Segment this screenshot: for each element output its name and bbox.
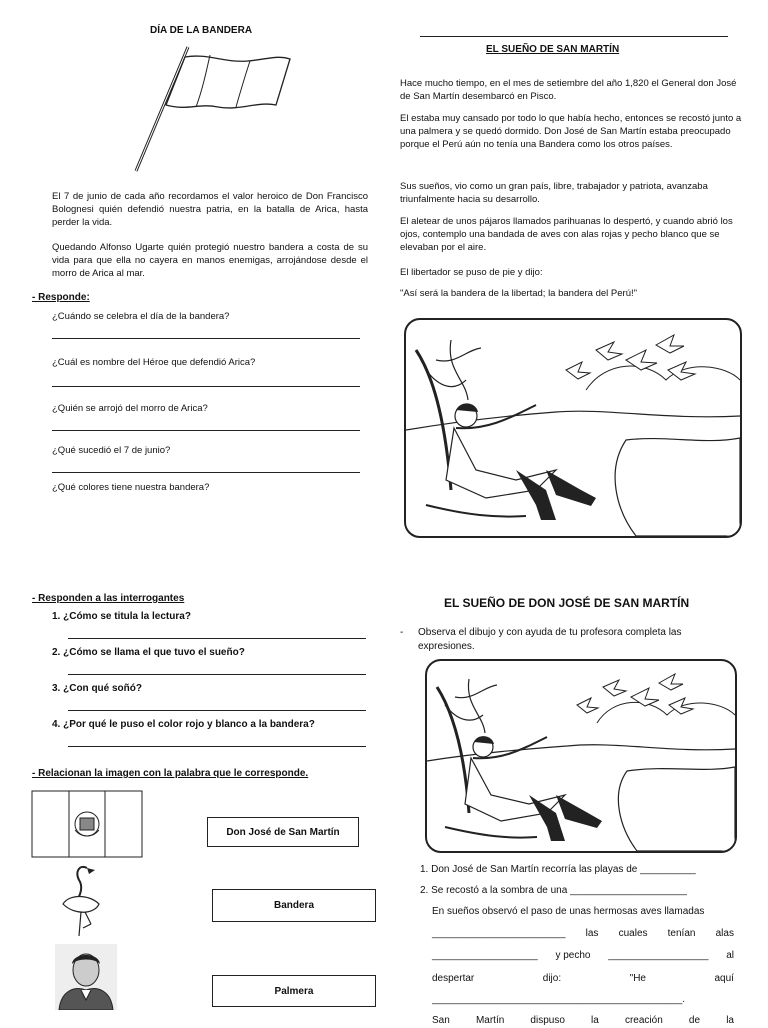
answer-line-1[interactable] [52,338,360,339]
fill-blank-7[interactable]: _____________________________________________. [432,994,686,1005]
word-he: "He [629,973,646,984]
lb-question-2: 2. ¿Cómo se llama el que tuvo el sueño? [52,647,245,658]
question-5: ¿Qué colores tiene nuestra bandera? [52,482,210,493]
question-1: ¿Cuándo se celebra el día de la bandera? [52,311,230,322]
word-creacion: creación [624,1015,663,1026]
fill-line-4 [432,927,734,941]
right-top-title: EL SUEÑO DE SAN MARTÍN [486,44,620,55]
left-top-para1: El 7 de junio de cada año recordamos el valor heroico de Don Francisco Bolognesi quién defendió nuestra patria, en la batalla de Arica, hasta perder la vida. [52,191,368,228]
word-alas: alas [715,928,734,939]
word-cuales: cuales [618,928,648,939]
lb-answer-line-3[interactable] [68,710,366,711]
word-aqui: aquí [714,973,734,984]
story-para-1: Hace mucho tiempo, en el mes de setiembre del año 1,820 el General don José de San Martín desembarcó en Pisco. [400,78,737,102]
word-la-2: la [726,1015,734,1026]
word-las: las [585,928,599,939]
lb-answer-line-4[interactable] [68,746,366,747]
story-para-5: El libertador se puso de pie y dijo: [400,267,543,278]
word-tenian: tenían [667,928,696,939]
word-dispuso: dispuso [530,1015,565,1026]
match-word-san-martin[interactable]: Don José de San Martín [207,817,359,847]
fill-blank-4[interactable]: ________________________ [432,928,566,939]
instruction-dash: - [400,627,404,638]
story-para-6: "Así será la bandera de la libertad; la bandera del Perú!" [400,288,638,299]
relacionan-heading: - Relacionan la imagen con la palabra que le corresponde. [32,768,309,779]
fill-line-8 [432,1014,734,1028]
answer-line-4[interactable] [52,472,360,473]
fill-blank-5a[interactable]: ___________________ [432,950,538,961]
san-martin-illustration-2 [425,659,737,853]
flamingo-image[interactable] [55,862,115,938]
lb-answer-line-2[interactable] [68,674,366,675]
word-martin: Martín [475,1015,505,1026]
top-blank-line [420,36,728,37]
word-de: de [688,1015,701,1026]
word-dijo: dijo: [542,973,562,984]
question-4: ¿Qué sucedió el 7 de junio? [52,445,171,456]
peru-flag-image[interactable] [31,790,143,858]
left-top-para2: Quedando Alfonso Ugarte quién protegió nuestro bandera a costa de su vida para que ella no cayera en manos enemigas, arrojándose desde el morro de Arica al mar. [52,242,368,279]
right-bottom-title: EL SUEÑO DE DON JOSÉ DE SAN MARTÍN [444,596,690,610]
lb-question-3: 3. ¿Con qué soñó? [52,683,142,694]
fill-blank-5b[interactable]: __________________ [608,950,709,961]
fill-item-2: 2. Se recostó a la sombra de una _____________________ [420,885,687,896]
answer-line-2[interactable] [52,386,360,387]
lb-question-1: 1. ¿Cómo se titula la lectura? [52,611,191,622]
san-martin-portrait[interactable] [55,944,117,1010]
word-la-1: la [591,1015,599,1026]
lb-answer-line-1[interactable] [68,638,366,639]
question-3: ¿Quién se arrojó del morro de Arica? [52,403,208,414]
san-martin-illustration [404,318,742,538]
instruction-text: Observa el dibujo y con ayuda de tu profesora completa las expresiones. [418,627,682,652]
fill-line-6 [432,972,734,986]
match-word-bandera[interactable]: Bandera [212,889,376,922]
word-y-pecho: y pecho [555,950,591,961]
story-para-2: El estaba muy cansado por todo lo que había hecho, entonces se recostó junto a una palmera y se quedó dormido. Don José de San Martín estaba preocupado porque el Perú aún no tenía una Bandera como los otros países. [400,113,742,150]
flag-drawing [128,45,298,175]
match-word-palmera[interactable]: Palmera [212,975,376,1007]
story-para-4: El aletear de unos pájaros llamados parihuanas lo despertó, y cuando abrió los ojos, contemplo una bandada de aves con alas rojas y pecho blanco que se elevaban por el aire. [400,216,733,253]
fill-line-5 [432,949,734,963]
word-al: al [726,950,734,961]
responde-heading: - Responde: [32,292,90,303]
story-para-3: Sus sueños, vio como un gran país, libre, trabajador y patriota, avanzaba triunfalmente hacia su desarrollo. [400,181,708,205]
left-top-title: DÍA DE LA BANDERA [150,25,253,36]
responden-heading: - Responden a las interrogantes [32,593,185,604]
fill-item-1: 1. Don José de San Martín recorría las playas de __________ [420,864,696,875]
lb-question-4: 4. ¿Por qué le puso el color rojo y blanco a la bandera? [52,719,315,730]
word-san: San [432,1015,450,1026]
question-2: ¿Cuál es nombre del Héroe que defendió Arica? [52,357,256,368]
word-despertar: despertar [432,973,475,984]
answer-line-3[interactable] [52,430,360,431]
fill-line-3: En sueños observó el paso de unas hermosas aves llamadas [432,906,705,917]
